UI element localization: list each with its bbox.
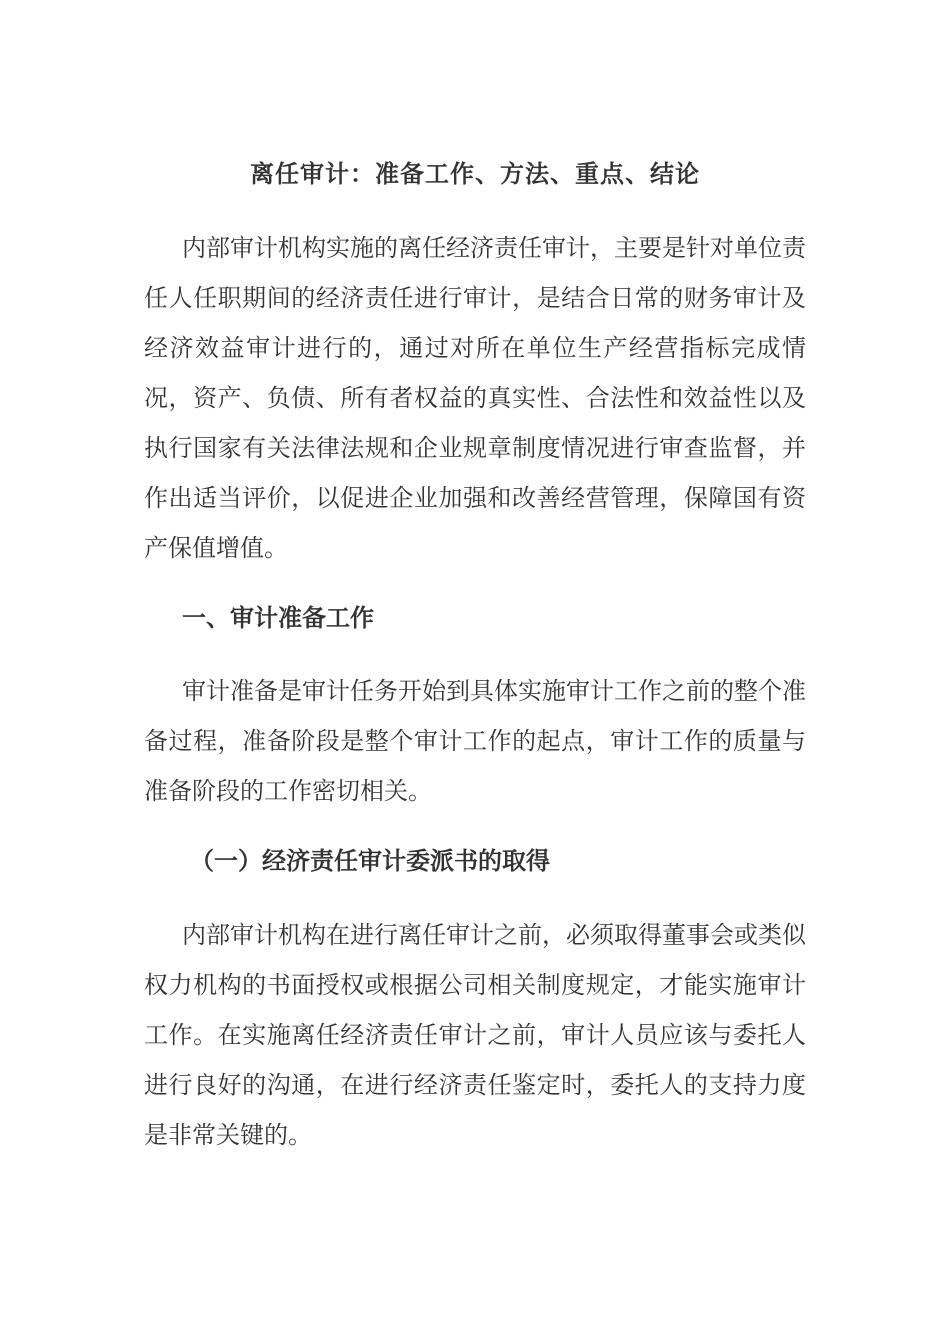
intro-paragraph: 内部审计机构实施的离任经济责任审计，主要是针对单位责任人任职期间的经济责任进行审计，是结合日常的财务审计及经济效益审计进行的，通过对所在单位生产经营指标完成情况，资产、负债、所有者权益的真实性、合法性和效益性以及执行国家有关法律法规和企业规章制度情况进行审查监督，并作出适当评价，以促进企业加强和改善经营管理，保障国有资产保值增值。 <box>144 234 806 562</box>
subsection-heading-appointment-letter: （一）经济责任审计委派书的取得 <box>190 847 550 875</box>
document-title: 离任审计：准备工作、方法、重点、结论 <box>250 160 700 188</box>
section-heading-audit-preparation: 一、审计准备工作 <box>182 604 374 632</box>
subsection-paragraph-appointment-letter: 内部审计机构在进行离任审计之前，必须取得董事会或类似权力机构的书面授权或根据公司相关制度规定，才能实施审计工作。在实施离任经济责任审计之前，审计人员应该与委托人进行良好的沟通，在进行经济责任鉴定时，委托人的支持力度是非常关键的。 <box>144 921 806 1149</box>
section-paragraph-audit-preparation: 审计准备是审计任务开始到具体实施审计工作之前的整个准备过程，准备阶段是整个审计工作的起点，审计工作的质量与准备阶段的工作密切相关。 <box>144 677 806 805</box>
